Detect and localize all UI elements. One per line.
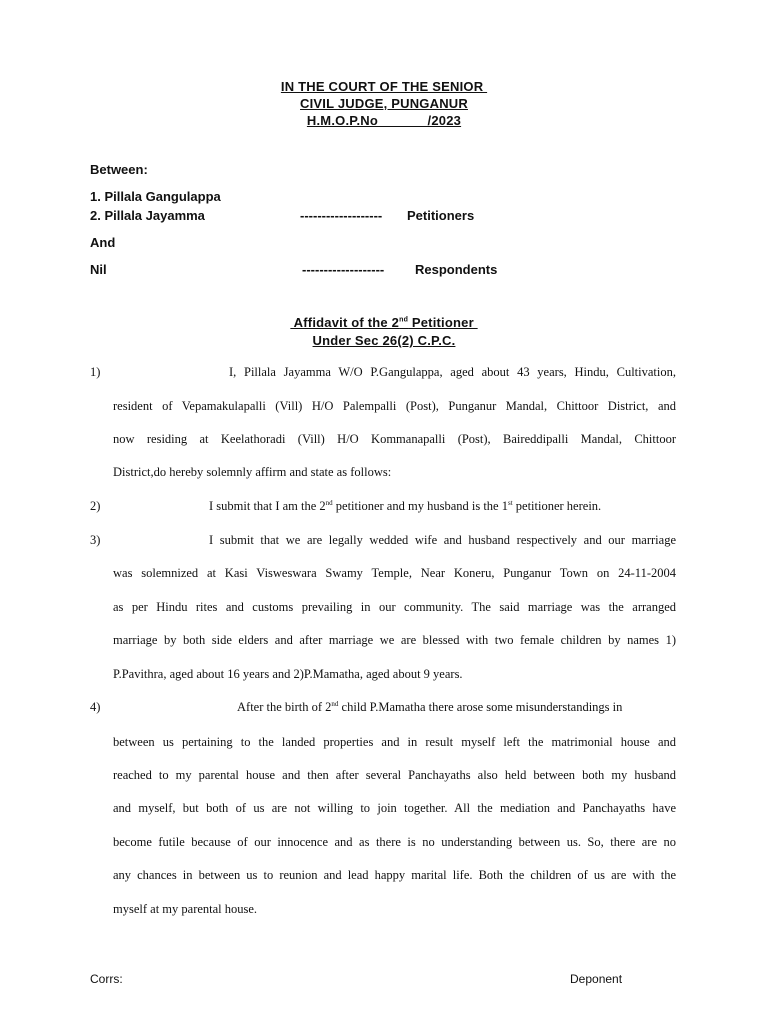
para-2-sup: st xyxy=(507,498,513,507)
para-4-line: and myself, but both of us are not willing to join together. All the mediation and Panchayaths have xyxy=(113,801,676,815)
para-2-text: petitioner and my husband is the 1 xyxy=(332,499,508,513)
respondent-name: Nil xyxy=(90,262,107,277)
para-4-text: After the birth of 2 xyxy=(237,700,332,714)
para-4-first-line-text xyxy=(237,700,622,715)
para-1-line: resident of Vepamakulapalli (Vill) H/O Palempalli (Post), Punganur Mandal, Chittoor District, and xyxy=(113,399,676,413)
para-2-sup: nd xyxy=(325,498,333,507)
petitioner-1: 1. Pillala Gangulappa xyxy=(90,189,221,204)
para-4-line: reached to my parental house and then after several Panchayaths also held between both my husband xyxy=(113,768,676,782)
para-4-line: myself at my parental house. xyxy=(113,902,258,916)
court-heading-line2: CIVIL JUDGE, PUNGANUR xyxy=(300,96,468,111)
respondents-label: Respondents xyxy=(415,262,498,277)
para-3-line: as per Hindu rites and customs prevailing in our community. The said marriage was the arranged xyxy=(113,600,676,614)
para-4-line: between us pertaining to the landed properties and in result myself left the matrimonial house and xyxy=(113,735,676,749)
affidavit-subtitle: Under Sec 26(2) C.P.C. xyxy=(312,333,456,348)
affidavit-title-text: Affidavit of the 2 xyxy=(290,315,400,330)
para-3-line: I submit that we are legally wedded wife and husband respectively and our marriage xyxy=(209,533,676,547)
para-1-number: 1) xyxy=(90,365,101,379)
para-1-line: now residing at Keelathoradi (Vill) H/O Kommanapalli (Post), Baireddipalli Mandal, Chittoor xyxy=(113,432,676,446)
para-4-number: 4) xyxy=(90,700,101,714)
para-3-line: marriage by both side elders and after marriage we are blessed with two female children by names 1) xyxy=(113,633,676,647)
affidavit-title-text-end: Petitioner xyxy=(408,315,478,330)
para-4-first-line xyxy=(237,700,676,715)
para-2-number: 2) xyxy=(90,499,101,513)
para-2-text: I submit that I am the 2 xyxy=(209,499,326,513)
para-1-line: I, Pillala Jayamma W/O P.Gangulappa, aged about 43 years, Hindu, Cultivation, xyxy=(229,365,676,379)
petitioners-label: Petitioners xyxy=(407,208,475,223)
between-label: Between: xyxy=(90,162,148,177)
petitioner-2: 2. Pillala Jayamma xyxy=(90,208,205,223)
para-3-line: P.Pavithra, aged about 16 years and 2)P.Mamatha, aged about 9 years. xyxy=(113,667,463,681)
para-2-text: petitioner herein. xyxy=(512,499,602,513)
corrs-label: Corrs: xyxy=(90,972,123,986)
para-1-line: District,do hereby solemnly affirm and state as follows: xyxy=(113,465,392,479)
deponent-label: Deponent xyxy=(570,972,623,986)
para-3-number: 3) xyxy=(90,533,101,547)
para-4-line: any chances in between us to reunion and lead happy marital life. Both the children of us are with the xyxy=(113,868,676,882)
dashes-respondents: ------------------- xyxy=(302,262,385,277)
para-2-line xyxy=(209,499,601,514)
case-number: H.M.O.P.No /2023 xyxy=(306,113,462,128)
and-label: And xyxy=(90,235,116,250)
para-4-sup: nd xyxy=(331,699,339,708)
affidavit-title xyxy=(0,315,768,330)
affidavit-title-sup: nd xyxy=(399,316,409,324)
para-3-line: was solemnized at Kasi Visweswara Swamy Temple, Near Koneru, Punganur Town on 24-11-2004 xyxy=(113,566,676,580)
court-heading-line1: IN THE COURT OF THE SENIOR xyxy=(280,79,488,94)
para-4-text: child P.Mamatha there arose some misunderstandings in xyxy=(338,700,623,714)
dashes-petitioners: ------------------- xyxy=(300,208,383,223)
para-4-line: become futile because of our innocence and as there is no understanding between us. So, there are no xyxy=(113,835,676,849)
